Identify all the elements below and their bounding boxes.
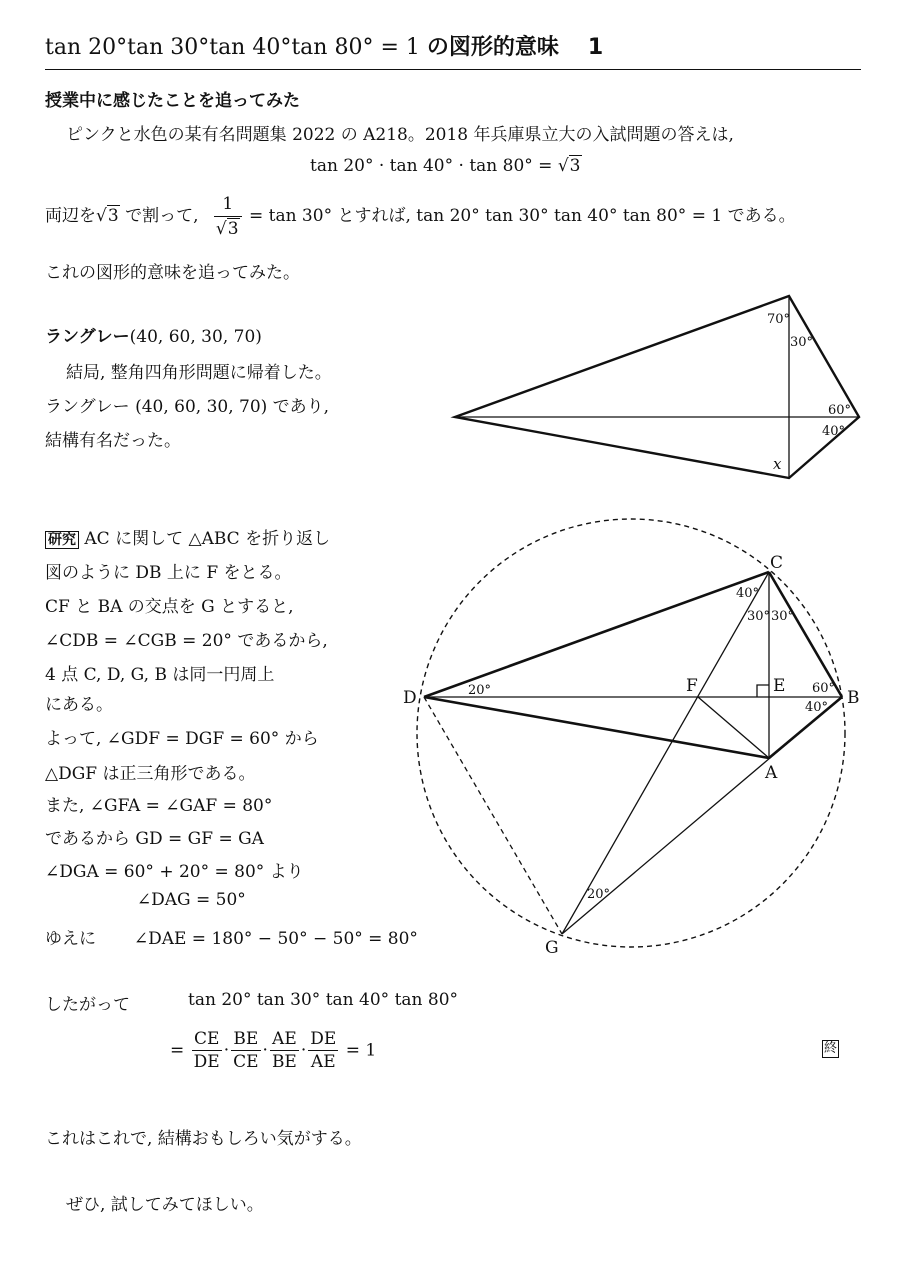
study-line-2: CF と BA の交点を G とすると,	[45, 597, 294, 617]
frac-be-ce: $\frac{BE}{CE}$	[233, 1029, 259, 1072]
segment-dc	[424, 572, 769, 697]
conclusion-lead: したがって	[45, 995, 130, 1015]
intro-line3-c: = tan 30° とすれば, tan 20° tan 30° tan 40° tan 80° = 1 である。	[248, 206, 796, 226]
point-a: A	[765, 763, 778, 783]
angle-d20: 20°	[468, 683, 492, 698]
langley-line2: ラングレー (40, 60, 30, 70) であり,	[45, 397, 330, 417]
label-60: 60°	[828, 403, 852, 418]
study-line-5: にある。	[45, 695, 113, 715]
closing-line1: これはこれで, 結構おもしろい気がする。	[45, 1129, 362, 1149]
conclusion-product: = $\frac{CE}{DE}$ · $\frac{BE}{CE}$ · $\frac{AE}{BE}$ · $\frac{DE}{AE}$ = 1	[170, 1029, 377, 1072]
intro-eq1-left: tan 20° · tan 40° · tan 80° =	[310, 156, 558, 176]
label-40: 40°	[822, 424, 846, 439]
study-line-3: ∠CDB = ∠CGB = 20° であるから,	[45, 631, 328, 651]
angle-c30b: 30°	[771, 609, 795, 624]
label-70: 70°	[767, 312, 791, 327]
segment-ad	[424, 697, 769, 758]
one-over-sqrt3: $\frac{1}{√3}$	[214, 192, 242, 241]
study-line-12: ゆえに ∠DAE = 180° − 50° − 50° = 80°	[45, 929, 418, 949]
point-d: D	[403, 688, 417, 708]
title-formula: tan 20°tan 30°tan 40°tan 80° = 1	[45, 35, 420, 60]
point-b: B	[847, 688, 860, 708]
study-line-4: 4 点 C, D, G, B は同一円周上	[45, 665, 275, 685]
sqrt-3: √3	[557, 156, 581, 176]
study-line-8: また, ∠GFA = ∠GAF = 80°	[45, 796, 273, 816]
end-mark: 終	[824, 1041, 838, 1056]
intro-line1: ピンクと水色の某有名問題集 2022 の A218。2018 年兵庫県立大の入試問題の答えは,	[66, 125, 734, 145]
label-30: 30°	[790, 335, 814, 350]
frac-ce-de: $\frac{CE}{DE}$	[193, 1029, 220, 1072]
study-line-1: 図のように DB 上に F をとる。	[45, 563, 292, 583]
angle-b60: 60°	[812, 681, 836, 696]
label-x: x	[773, 455, 782, 473]
right-angle-mark	[757, 685, 769, 697]
study-tag: 研究	[45, 531, 79, 549]
study-line-6: よって, ∠GDF = DGF = 60° から	[45, 729, 319, 749]
study-line-7: △DGF は正三角形である。	[45, 764, 256, 784]
point-f: F	[686, 676, 698, 696]
langley-line1: 結局, 整角四角形問題に帰着した。	[66, 363, 332, 383]
angle-g20: 20°	[587, 887, 611, 902]
conclusion-expr: tan 20° tan 30° tan 40° tan 80°	[188, 990, 459, 1010]
study-line-0: 研究 AC に関して △ABC を折り返し	[45, 524, 330, 549]
intro-line3-b: で割って,	[119, 206, 199, 226]
point-c: C	[770, 553, 784, 573]
angle-c30a: 30°	[747, 609, 771, 624]
title-number: 1	[587, 35, 604, 60]
point-g: G	[545, 938, 559, 958]
angle-c40: 40°	[736, 586, 760, 601]
intro-line3-a: 両辺を	[45, 206, 96, 226]
study-line-11: ∠DAG = 50°	[45, 890, 246, 910]
closing-line2: ぜひ, 試してみてほしい。	[66, 1195, 264, 1215]
study-line-9: であるから GD = GF = GA	[45, 829, 264, 849]
point-e: E	[773, 676, 786, 696]
segment-dg	[424, 697, 562, 934]
intro-line4: これの図形的意味を追ってみた。	[45, 263, 300, 283]
sqrt-3-b: √3	[96, 206, 119, 226]
segment-fa	[698, 697, 769, 758]
study-line-10: ∠DGA = 60° + 20° = 80° より	[45, 862, 304, 882]
langley-line3: 結構有名だった。	[45, 431, 181, 451]
langley-heading: ラングレー(40, 60, 30, 70)	[45, 327, 262, 347]
frac-ae-be: $\frac{AE}{BE}$	[271, 1029, 297, 1072]
frac-de-ae: $\frac{DE}{AE}$	[310, 1029, 337, 1072]
angle-b40: 40°	[805, 700, 829, 715]
title-suffix: の図形的意味	[426, 35, 559, 60]
intro-heading: 授業中に感じたことを追ってみた	[45, 91, 300, 111]
